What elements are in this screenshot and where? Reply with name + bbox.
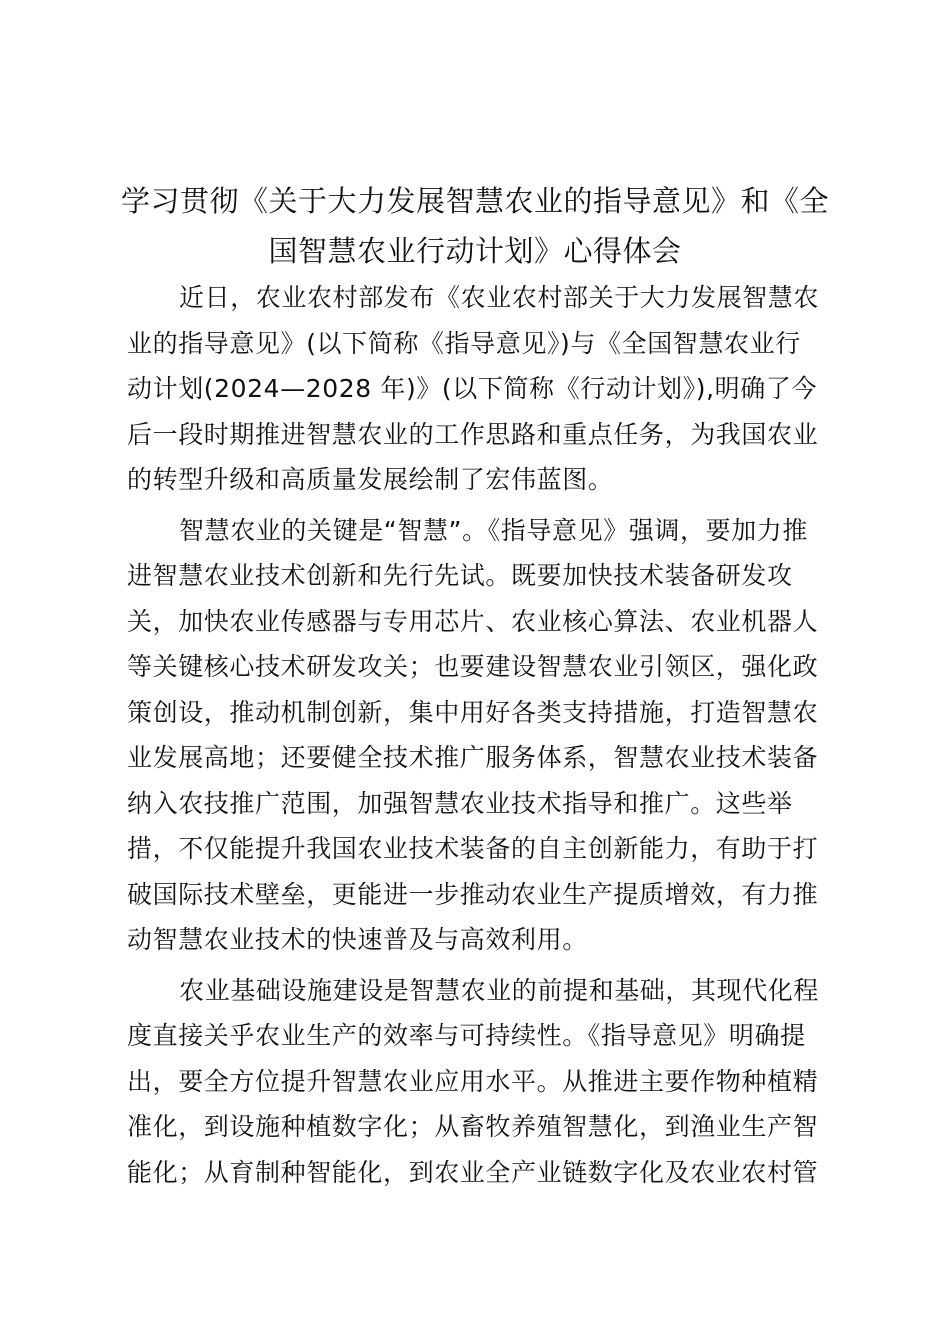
- text-line: 业的指导意见》(以下简称《指导意见》)与《全国智慧农业行: [127, 328, 801, 358]
- document-body: [127, 275, 822, 1200]
- text-line: 关，加快农业传感器与专用芯片、农业核心算法、农业机器人: [127, 606, 819, 636]
- text-line: 智慧农业的关键是“智慧”。《指导意见》强调，要加力推: [179, 515, 809, 545]
- text-line: 的转型升级和高质量发展绘制了宏伟蓝图。: [127, 465, 614, 494]
- text-line: 农业基础设施建设是智慧农业的前提和基础，其现代化程: [179, 975, 820, 1005]
- text-line: 近日，农业农村部发布《农业农村部关于大力发展智慧农: [179, 283, 820, 312]
- text-line: 业发展高地；还要健全技术推广服务体系，智慧农业技术装备: [127, 743, 819, 772]
- title-line: 学习贯彻《关于大力发展智慧农业的指导意见》和《全: [120, 184, 829, 218]
- document-title: [120, 176, 830, 276]
- text-line: 准化，到设施种植数字化；从畜牧养殖智慧化，到渔业生产智: [127, 1112, 819, 1141]
- text-line: 出，要全方位提升智慧农业应用水平。从推进主要作物种植精: [127, 1066, 819, 1096]
- text-line: 动计划(2024—2028 年)》(以下简称《行动计划》),明确了今: [127, 374, 818, 403]
- text-line: 后一段时期推进智慧农业的工作思路和重点任务，为我国农业: [127, 419, 819, 449]
- paragraph-3: [127, 968, 822, 1196]
- text-line: 度直接关乎农业生产的效率与可持续性。《指导意见》明确提: [127, 1021, 806, 1050]
- text-line: 破国际技术壁垒，更能进一步推动农业生产提质增效，有力推: [127, 879, 819, 909]
- text-line: 措，不仅能提升我国农业技术装备的自主创新能力，有助于打: [127, 834, 819, 863]
- paragraph-2: [127, 508, 822, 963]
- text-line: 进智慧农业技术创新和先行先试。既要加快技术装备研发攻: [127, 561, 793, 590]
- text-line: 策创设，推动机制创新，集中用好各类支持措施，打造智慧农: [127, 697, 819, 727]
- text-line: 动智慧农业技术的快速普及与高效利用。: [127, 925, 588, 954]
- title-line: 国智慧农业行动计划》心得体会: [268, 234, 682, 268]
- text-line: 能化；从育制种智能化，到农业全产业链数字化及农业农村管: [127, 1157, 819, 1187]
- text-line: 等关键核心技术研发攻关；也要建设智慧农业引领区，强化政: [127, 652, 819, 681]
- text-line: 纳入农技推广范围，加强智慧农业技术指导和推广。这些举: [127, 788, 793, 818]
- paragraph-1: [127, 275, 822, 503]
